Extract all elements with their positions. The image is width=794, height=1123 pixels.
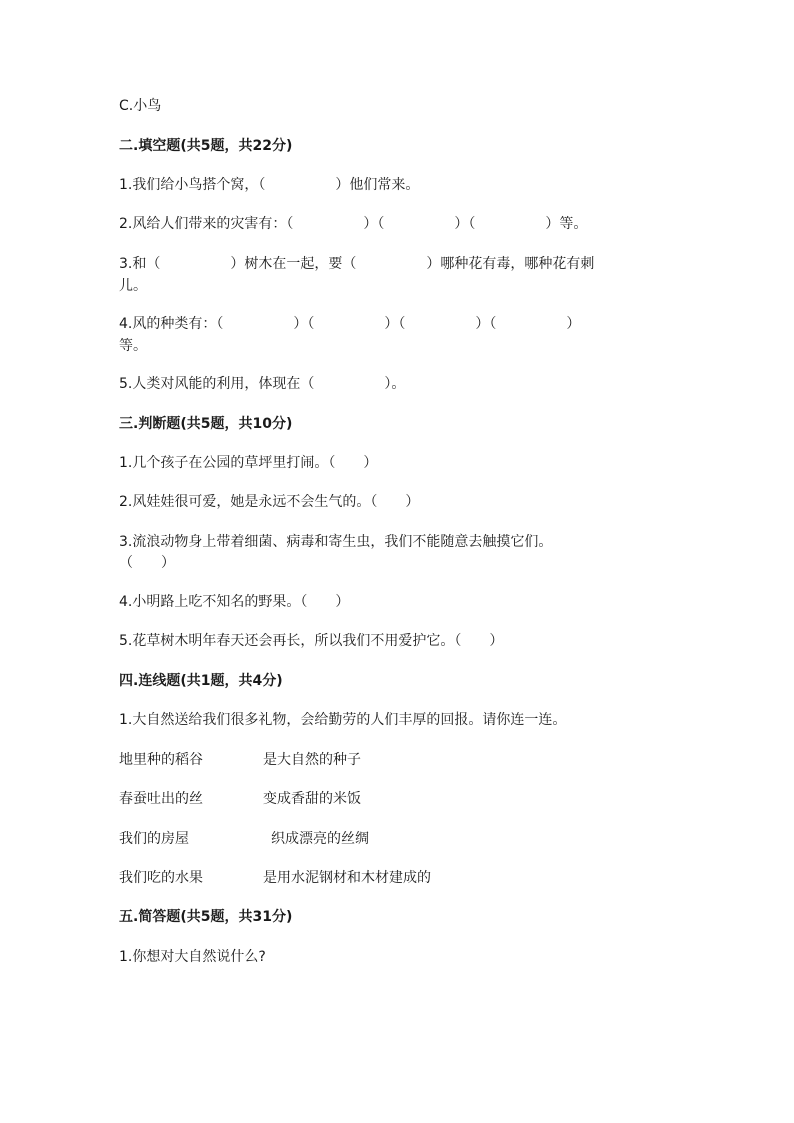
match-right-item-4: 是用水泥钢材和木材建成的 [263, 870, 431, 886]
matching-question-1: 1.大自然送给我们很多礼物，会给勤劳的人们丰厚的回报。请你连一连。 [119, 712, 567, 728]
fill-question-1: 1.我们给小鸟搭个窝，（ ）他们常来。 [119, 177, 420, 193]
match-right-item-3: 织成漂亮的丝绸 [271, 831, 369, 847]
option-c: C.小鸟 [119, 98, 162, 114]
judge-question-5: 5.花草树木明年春天还会再长，所以我们不用爱护它。（ ） [119, 633, 504, 649]
section-heading-true-false: 三.判断题(共5题，共10分) [119, 416, 293, 432]
match-left-item-3: 我们的房屋 [119, 831, 189, 847]
section-heading-matching: 四.连线题(共1题，共4分) [119, 673, 283, 689]
match-left-item-2: 春蚕吐出的丝 [119, 791, 203, 807]
fill-question-2: 2.风给人们带来的灾害有：（ ）（ ）（ ）等。 [119, 216, 588, 232]
match-left-item-1: 地里种的稻谷 [119, 752, 203, 768]
fill-question-3: 3.和（ ）树木在一起，要（ ）哪种花有毒，哪种花有刺 [119, 256, 595, 272]
section-heading-short-answer: 五.简答题(共5题，共31分) [119, 909, 293, 925]
fill-question-4-cont: 等。 [119, 338, 147, 354]
match-right-item-2: 变成香甜的米饭 [263, 791, 361, 807]
judge-question-4: 4.小明路上吃不知名的野果。（ ） [119, 594, 350, 610]
fill-question-4: 4.风的种类有：（ ）（ ）（ ）（ ） [119, 316, 581, 332]
section-heading-fill-in: 二.填空题(共5题，共22分) [119, 138, 293, 154]
judge-question-1: 1.几个孩子在公园的草坪里打闹。（ ） [119, 455, 378, 471]
fill-question-5: 5.人类对风能的利用，体现在（ ）。 [119, 376, 406, 392]
judge-question-3: 3.流浪动物身上带着细菌、病毒和寄生虫，我们不能随意去触摸它们。 [119, 534, 553, 550]
fill-question-3-cont: 儿。 [119, 278, 147, 294]
judge-question-3-cont: （ ） [119, 555, 175, 571]
match-left-item-4: 我们吃的水果 [119, 870, 203, 886]
judge-question-2: 2.风娃娃很可爱，她是永远不会生气的。（ ） [119, 494, 420, 510]
short-answer-question-1: 1.你想对大自然说什么? [119, 949, 266, 965]
match-right-item-1: 是大自然的种子 [263, 752, 361, 768]
